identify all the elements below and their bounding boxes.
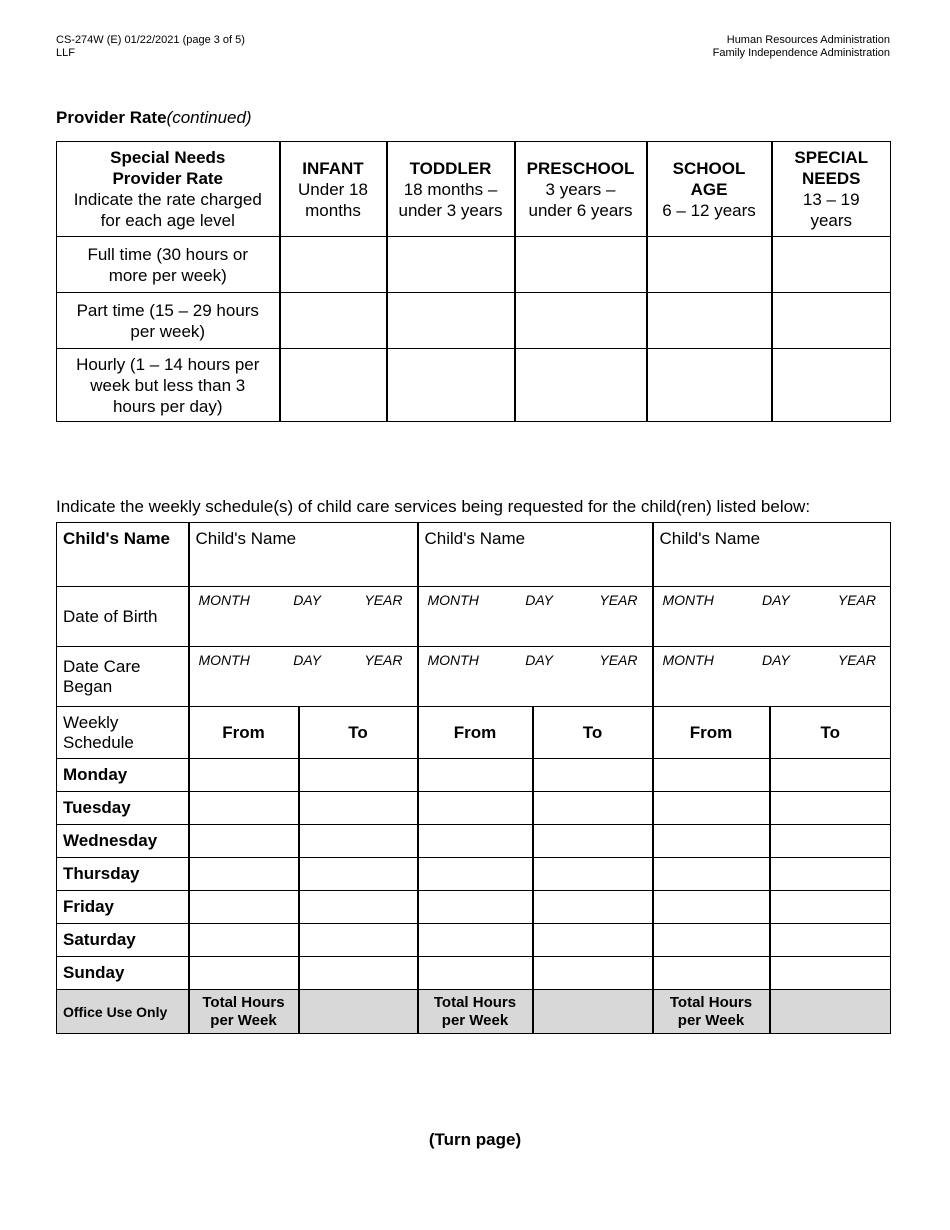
total-hours-label [653, 990, 770, 1034]
child-name-field-1[interactable] [189, 523, 418, 587]
rate-input-cell[interactable] [280, 293, 387, 349]
to-time-cell[interactable] [533, 792, 653, 825]
preschool-range1: 3 years – [545, 179, 616, 199]
column-header-infant [280, 142, 387, 237]
to-time-cell[interactable] [533, 957, 653, 990]
infant-title: INFANT [302, 158, 364, 178]
day-label: Thursday [57, 858, 189, 891]
rate-input-cell[interactable] [647, 237, 772, 293]
date-care-line2: Began [63, 676, 113, 696]
part-time-line2: per week) [130, 321, 206, 341]
total-hours-line2: per Week [210, 1011, 277, 1029]
rate-input-cell[interactable] [387, 237, 515, 293]
total-hours-line2: per Week [677, 1011, 745, 1029]
child-name-row [57, 523, 891, 587]
to-time-cell[interactable] [299, 924, 418, 957]
rate-input-cell[interactable] [647, 293, 772, 349]
special-range1: 13 – 19 [802, 190, 860, 209]
month-caption: MONTH [427, 592, 479, 608]
to-time-cell[interactable] [299, 759, 418, 792]
from-time-cell[interactable] [189, 792, 299, 825]
from-time-cell[interactable] [653, 792, 770, 825]
rate-row-label [57, 349, 280, 422]
to-header: To [299, 707, 418, 759]
rate-header-line2: Provider Rate [112, 169, 224, 188]
weekly-schedule-label [57, 707, 189, 759]
from-header: From [653, 707, 770, 759]
day-label: Tuesday [57, 792, 189, 825]
column-header-school-age [647, 142, 772, 237]
child-name-caption: Child's Name [195, 529, 297, 548]
year-caption: YEAR [837, 652, 876, 668]
date-of-birth-label: Date of Birth [57, 587, 189, 647]
date-of-birth-row [57, 587, 891, 647]
to-time-cell[interactable] [533, 759, 653, 792]
date-care-began-label [57, 647, 189, 707]
from-time-cell[interactable] [418, 891, 533, 924]
from-time-cell[interactable] [189, 891, 299, 924]
rate-input-cell[interactable] [515, 349, 647, 422]
to-time-cell[interactable] [770, 924, 891, 957]
from-time-cell[interactable] [653, 957, 770, 990]
from-time-cell[interactable] [189, 825, 299, 858]
rate-input-cell[interactable] [772, 349, 891, 422]
month-caption: MONTH [662, 652, 714, 668]
day-caption: DAY [761, 592, 790, 608]
weekly-schedule-table [56, 522, 891, 1034]
rate-header-label [57, 142, 280, 237]
month-caption: MONTH [427, 652, 479, 668]
section-title-suffix: (continued) [166, 108, 252, 127]
infant-range2: months [305, 200, 361, 220]
to-time-cell[interactable] [299, 891, 418, 924]
form-identifier [56, 34, 245, 60]
form-id: CS-274W (E) 01/22/2021 (page 3 of 5) [56, 34, 245, 46]
rate-input-cell[interactable] [280, 349, 387, 422]
child-name-caption: Child's Name [659, 529, 761, 548]
school-title2: AGE [690, 179, 728, 199]
hourly-line2: week but less than 3 [90, 375, 246, 395]
special-title2: NEEDS [801, 169, 861, 188]
childs-name-label: Child's Name [57, 523, 189, 587]
from-time-cell[interactable] [653, 924, 770, 957]
agency-line-2: Family Independence Administration [712, 47, 890, 59]
care-began-field-1[interactable] [189, 647, 418, 707]
rate-input-cell[interactable] [387, 293, 515, 349]
total-hours-line1: Total Hours [202, 993, 285, 1011]
year-caption: YEAR [837, 592, 876, 608]
to-time-cell[interactable] [533, 825, 653, 858]
office-use-label: Office Use Only [57, 990, 189, 1034]
agency-line-1: Human Resources Administration [726, 34, 890, 46]
full-time-line1: Full time (30 hours or [87, 244, 249, 264]
infant-range1: Under 18 [298, 179, 368, 199]
day-label: Friday [57, 891, 189, 924]
special-title1: SPECIAL [794, 148, 869, 167]
column-header-special-needs [772, 142, 891, 237]
dob-field-2[interactable] [418, 587, 653, 647]
child-name-caption: Child's Name [424, 529, 526, 548]
day-caption: DAY [293, 592, 321, 608]
section-title-main: Provider Rate [56, 108, 167, 127]
rate-row-part-time [57, 293, 891, 349]
turn-page-note: (Turn page) [428, 1130, 522, 1149]
from-time-cell[interactable] [653, 858, 770, 891]
rate-input-cell[interactable] [387, 349, 515, 422]
part-time-line1: Part time (15 – 29 hours [76, 300, 259, 320]
rate-input-cell[interactable] [772, 237, 891, 293]
from-time-cell[interactable] [189, 924, 299, 957]
to-header: To [770, 707, 891, 759]
to-time-cell[interactable] [299, 957, 418, 990]
rate-input-cell[interactable] [280, 237, 387, 293]
dob-field-1[interactable] [189, 587, 418, 647]
schedule-row-friday [57, 891, 891, 924]
from-time-cell[interactable] [653, 759, 770, 792]
rate-row-label [57, 293, 280, 349]
day-caption: DAY [293, 652, 321, 668]
school-title1: SCHOOL [672, 158, 746, 178]
schedule-row-monday [57, 759, 891, 792]
day-label: Monday [57, 759, 189, 792]
office-use-row [57, 990, 891, 1034]
to-time-cell[interactable] [299, 792, 418, 825]
day-label: Sunday [57, 957, 189, 990]
full-time-line2: more per week) [108, 265, 227, 285]
date-care-line1: Date Care [63, 656, 141, 676]
rate-row-hourly [57, 349, 891, 422]
rate-input-cell[interactable] [647, 349, 772, 422]
from-time-cell[interactable] [418, 924, 533, 957]
day-caption: DAY [525, 592, 553, 608]
year-caption: YEAR [364, 592, 403, 608]
hourly-line3: hours per day) [112, 396, 223, 416]
from-time-cell[interactable] [418, 825, 533, 858]
rate-header-line4: for each age level [100, 211, 235, 230]
to-time-cell[interactable] [770, 891, 891, 924]
toddler-range2: under 3 years [398, 200, 503, 220]
month-caption: MONTH [198, 652, 250, 668]
weekly-schedule-header-row [57, 707, 891, 759]
rate-row-label [57, 237, 280, 293]
to-time-cell[interactable] [533, 858, 653, 891]
rate-header-row [57, 142, 891, 237]
total-hours-line2: per Week [441, 1011, 509, 1029]
from-time-cell[interactable] [189, 858, 299, 891]
from-time-cell[interactable] [653, 825, 770, 858]
to-time-cell[interactable] [533, 891, 653, 924]
agency-block [713, 34, 890, 60]
total-hours-label [418, 990, 533, 1034]
from-time-cell[interactable] [418, 759, 533, 792]
schedule-row-sunday [57, 957, 891, 990]
day-label: Wednesday [57, 825, 189, 858]
to-time-cell[interactable] [299, 825, 418, 858]
hourly-line1: Hourly (1 – 14 hours per [76, 354, 260, 374]
schedule-row-wednesday [57, 825, 891, 858]
weekly-line2: Schedule [63, 732, 134, 752]
weekly-line1: Weekly [63, 712, 119, 732]
rate-header-line3: Indicate the rate charged [73, 190, 262, 209]
care-began-field-3[interactable] [653, 647, 891, 707]
to-time-cell[interactable] [770, 957, 891, 990]
rate-header-line1: Special Needs [110, 148, 226, 167]
to-time-cell[interactable] [770, 792, 891, 825]
to-time-cell[interactable] [533, 924, 653, 957]
column-header-preschool [515, 142, 647, 237]
column-header-toddler [387, 142, 515, 237]
total-hours-line1: Total Hours [433, 993, 517, 1011]
total-hours-line1: Total Hours [669, 993, 753, 1011]
from-time-cell[interactable] [189, 759, 299, 792]
month-caption: MONTH [198, 592, 250, 608]
from-time-cell[interactable] [189, 957, 299, 990]
to-time-cell[interactable] [299, 858, 418, 891]
total-hours-cell[interactable] [770, 990, 891, 1034]
preschool-title: PRESCHOOL [526, 158, 635, 178]
from-time-cell[interactable] [418, 957, 533, 990]
day-caption: DAY [761, 652, 790, 668]
from-time-cell[interactable] [418, 792, 533, 825]
rate-input-cell[interactable] [772, 293, 891, 349]
day-label: Saturday [57, 924, 189, 957]
child-name-field-2[interactable] [418, 523, 653, 587]
to-time-cell[interactable] [770, 825, 891, 858]
to-time-cell[interactable] [770, 858, 891, 891]
special-range2: years [810, 211, 853, 230]
total-hours-cell[interactable] [533, 990, 653, 1034]
schedule-instruction: Indicate the weekly schedule(s) of child care services being requested for the child(ren) listed below: [56, 497, 811, 516]
rate-input-cell[interactable] [515, 237, 647, 293]
total-hours-label [189, 990, 299, 1034]
schedule-row-thursday [57, 858, 891, 891]
to-header: To [533, 707, 653, 759]
date-care-began-row [57, 647, 891, 707]
to-time-cell[interactable] [770, 759, 891, 792]
rate-input-cell[interactable] [515, 293, 647, 349]
section-title [56, 108, 252, 128]
toddler-range1: 18 months – [403, 179, 498, 199]
month-caption: MONTH [662, 592, 714, 608]
schedule-row-saturday [57, 924, 891, 957]
day-caption: DAY [525, 652, 553, 668]
year-caption: YEAR [599, 652, 638, 668]
child-name-field-3[interactable] [653, 523, 891, 587]
form-code: LLF [56, 47, 75, 59]
dob-field-3[interactable] [653, 587, 891, 647]
care-began-field-2[interactable] [418, 647, 653, 707]
school-range1: 6 – 12 years [662, 200, 756, 220]
total-hours-cell[interactable] [299, 990, 418, 1034]
rate-row-full-time [57, 237, 891, 293]
from-header: From [189, 707, 299, 759]
from-header: From [418, 707, 533, 759]
preschool-range2: under 6 years [528, 200, 633, 220]
from-time-cell[interactable] [653, 891, 770, 924]
schedule-row-tuesday [57, 792, 891, 825]
from-time-cell[interactable] [418, 858, 533, 891]
year-caption: YEAR [364, 652, 403, 668]
provider-rate-table [56, 141, 891, 422]
toddler-title: TODDLER [409, 158, 492, 178]
year-caption: YEAR [599, 592, 638, 608]
